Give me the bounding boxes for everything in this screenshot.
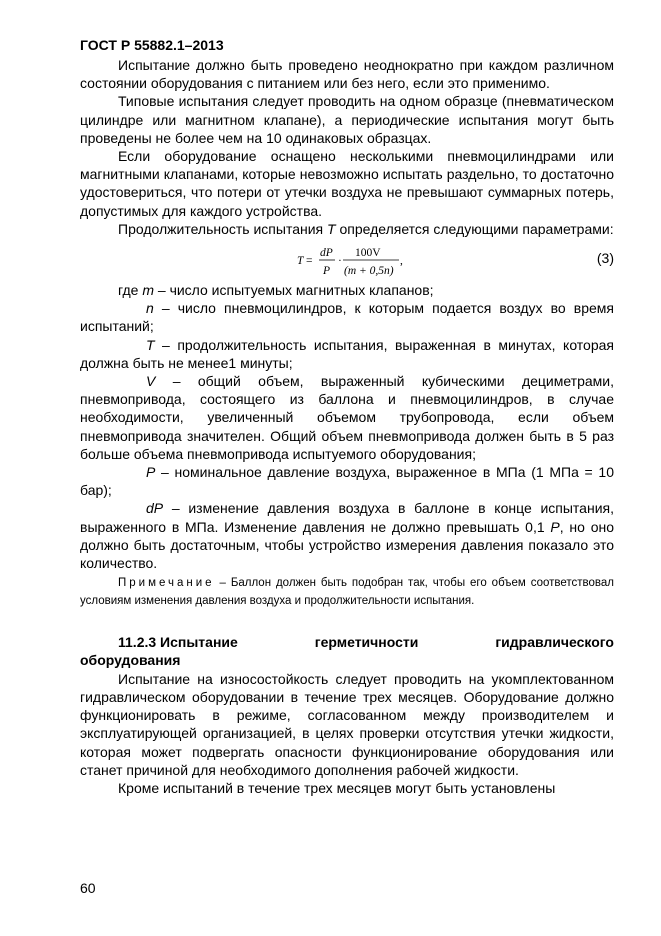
formula-num2: 100V	[355, 247, 381, 260]
section-paragraph-1: Испытание на износостойкость следует проводить на укомплектованном гидравлическом оборудовании в течение трех месяцев. Оборудование должно функционировать в режиме, согласованном между производителем и эксплуатирующей организацией, в целях проверки отсутствия утечки жидкости, которая может подвергать опасности функционирование оборудования или станет причиной для необходимого дополнения рабочей жидкости.	[80, 670, 614, 778]
def-dp-var2: P	[550, 518, 560, 535]
formula-den1: P	[323, 265, 331, 278]
formula-eq: =	[306, 255, 313, 268]
note-label: Примечание	[118, 577, 215, 590]
definition-m	[80, 281, 614, 299]
p4-post: определяется следующими параметрами:	[335, 220, 614, 237]
section-heading	[80, 633, 614, 669]
definition-n	[80, 299, 614, 335]
paragraph-3: Если оборудование оснащено несколькими пневмоцилиндрами или магнитными клапанами, которые невозможно испытать раздельно, то достаточно удостовериться, что потери от утечки воздуха не превышают суммарных потерь, допустимых для каждого устройства.	[80, 148, 614, 219]
def-dp-var: dP	[146, 500, 164, 517]
def-v-var: V	[146, 373, 156, 390]
definition-p	[80, 463, 614, 499]
page-number: 60	[80, 880, 96, 896]
definition-dp	[80, 499, 614, 572]
note-text: – Баллон должен быть подобран так, чтобы его объем соответствовал условиям изменения давления воздуха и продолжительности испытания.	[80, 577, 614, 608]
formula-den2: (m + 0,5n)	[344, 265, 394, 278]
formula-comma: ,	[400, 255, 403, 268]
def-n-var: n	[146, 300, 154, 317]
def-dp-text2: , но оно должно быть достаточным, чтобы устройство измерения давления показало это количество.	[80, 518, 615, 572]
def-v-text: – общий объем, выраженный кубическими дециметрами, пневмопривода, состоящего из баллона и пневмоцилиндров, в случае необходимости, увеличенный объемом трубопровода, если объем пневмопривода значителен. Общий объем пневмопривода должен быть в 5 раз больше объема пневмопривода испытуемого оборудования;	[80, 373, 614, 462]
formula-dot: ·	[338, 255, 342, 268]
document-header: ГОСТ Р 55882.1–2013	[80, 37, 224, 53]
formula-num1: dP	[320, 247, 333, 260]
section-word-2: герметичности	[314, 634, 419, 651]
def-p-var: P	[146, 464, 156, 481]
def-t-text: – продолжительность испытания, выраженная в минутах, которая должна быть не менее1 минуты;	[80, 336, 614, 371]
def-dp-text1: – изменение давления воздуха в баллоне в конце испытания, выраженного в МПа. Изменение давления не должно превышать 0,1	[80, 500, 614, 535]
section-heading-line1	[80, 633, 614, 651]
formula-3	[80, 239, 614, 281]
formula-svg	[80, 239, 614, 281]
paragraph-4	[80, 220, 614, 238]
note	[80, 574, 614, 610]
section-word-3: гидравлического	[495, 634, 614, 651]
def-m-pre: где	[118, 282, 143, 299]
definition-v	[80, 372, 614, 463]
def-p-text: – номинальное давление воздуха, выраженное в МПа (1 МПа = 10 бар);	[80, 464, 614, 499]
paragraph-2: Типовые испытания следует проводить на одном образце (пневматическом цилиндре или магнитном клапане), а периодические испытания могут быть проведены не более чем на 10 одинаковых образцах.	[80, 93, 614, 146]
def-m-var: m	[142, 282, 154, 299]
paragraph-1: Испытание должно быть проведено неоднократно при каждом различном состоянии оборудования с питанием или без него, если это применимо.	[80, 57, 614, 92]
section-paragraph-2: Кроме испытаний в течение трех месяцев могут быть установлены	[118, 779, 556, 796]
def-m-text: – число испытуемых магнитных клапанов;	[154, 282, 434, 299]
definition-t	[80, 336, 614, 372]
formula-lhs: T	[297, 255, 304, 268]
equation-number: (3)	[596, 250, 614, 267]
def-n-text: – число пневмоцилиндров, к которым подается воздух во время испытаний;	[80, 300, 614, 335]
section-word-1: 11.2.3 Испытание	[118, 634, 238, 651]
section-heading-line2: оборудования	[80, 652, 181, 669]
document-page	[80, 36, 614, 797]
p4-pre: Продолжительность испытания	[118, 220, 328, 237]
def-t-var: T	[146, 336, 155, 353]
p4-var: T	[327, 220, 336, 237]
